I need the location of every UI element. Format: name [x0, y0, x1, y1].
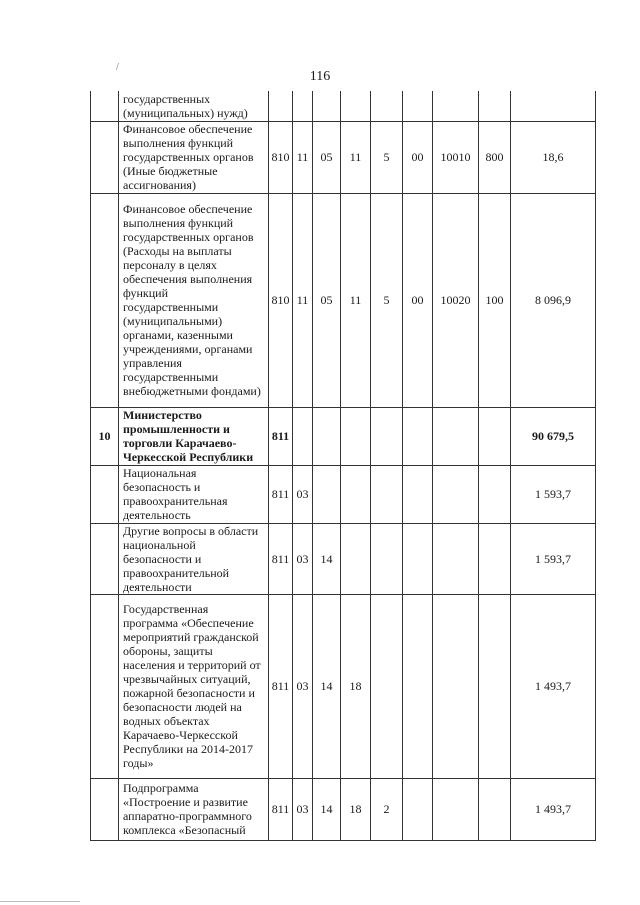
cell-c8 — [479, 523, 511, 594]
cell-c3 — [313, 407, 341, 465]
cell-amount: 1 493,7 — [511, 778, 596, 840]
cell-c7: 10020 — [433, 193, 479, 407]
cell-c4: 18 — [341, 594, 371, 778]
cell-c4 — [341, 91, 371, 121]
cell-num: 10 — [91, 407, 119, 465]
cell-c1: 811 — [269, 465, 293, 523]
cell-c7 — [433, 465, 479, 523]
cell-num — [91, 594, 119, 778]
cell-c7 — [433, 91, 479, 121]
cell-c5 — [371, 594, 403, 778]
cell-c5: 2 — [371, 778, 403, 840]
cell-c6 — [403, 523, 433, 594]
cell-name: Другие вопросы в области национальной безопасности и правоохранительной деятельности — [119, 523, 269, 594]
cell-c2: 03 — [293, 523, 313, 594]
scan-edge-line — [0, 901, 80, 902]
cell-amount — [511, 91, 596, 121]
cell-c7 — [433, 407, 479, 465]
cell-c6: 00 — [403, 193, 433, 407]
cell-name: Национальная безопасность и правоохранительная деятельность — [119, 465, 269, 523]
cell-c5 — [371, 91, 403, 121]
cell-c8 — [479, 407, 511, 465]
cell-c1: 811 — [269, 523, 293, 594]
cell-name: Государственная программа «Обеспечение мероприятий гражданской обороны, защиты населения и территорий от чрезвычайных ситуаций, пожарной безопасности и безопасности людей на водных объектах Карачаево-Черкесской Республики на 2014-2017 годы» — [119, 594, 269, 778]
cell-amount: 1 593,7 — [511, 465, 596, 523]
table-row — [91, 594, 596, 778]
cell-c8: 800 — [479, 121, 511, 193]
cell-num — [91, 91, 119, 121]
cell-num — [91, 193, 119, 407]
budget-table — [90, 91, 596, 841]
cell-c7: 10010 — [433, 121, 479, 193]
cell-c3: 14 — [313, 523, 341, 594]
cell-c3: 14 — [313, 594, 341, 778]
cell-c6: 00 — [403, 121, 433, 193]
cell-num — [91, 465, 119, 523]
cell-name: Министерство промышленности и торговли Карачаево-Черкесской Республики — [119, 407, 269, 465]
cell-name: Финансовое обеспечение выполнения функций государственных органов (Расходы на выплаты персоналу в целях обеспечения выполнения функций государственными (муниципальными) органами, казенными учреждениями, органами управления государственными внебюджетными фондами) — [119, 193, 269, 407]
cell-c6 — [403, 407, 433, 465]
table-row — [91, 193, 596, 407]
cell-c8 — [479, 91, 511, 121]
cell-c4 — [341, 465, 371, 523]
cell-amount: 1 593,7 — [511, 523, 596, 594]
table-row — [91, 465, 596, 523]
cell-c4 — [341, 407, 371, 465]
cell-c4 — [341, 523, 371, 594]
table-row — [91, 778, 596, 840]
corner-mark: / — [116, 62, 119, 73]
cell-c7 — [433, 778, 479, 840]
cell-c6 — [403, 91, 433, 121]
table-row — [91, 523, 596, 594]
cell-c8 — [479, 594, 511, 778]
cell-num — [91, 121, 119, 193]
cell-c5: 5 — [371, 121, 403, 193]
cell-amount: 90 679,5 — [511, 407, 596, 465]
cell-c2 — [293, 91, 313, 121]
page-number: 116 — [309, 69, 331, 84]
cell-c8: 100 — [479, 193, 511, 407]
cell-num — [91, 778, 119, 840]
cell-name: Финансовое обеспечение выполнения функций государственных органов (Иные бюджетные ассигнования) — [119, 121, 269, 193]
cell-c3: 05 — [313, 121, 341, 193]
cell-c6 — [403, 778, 433, 840]
cell-c8 — [479, 778, 511, 840]
table-row — [91, 121, 596, 193]
cell-c7 — [433, 523, 479, 594]
cell-c3 — [313, 91, 341, 121]
table-row — [91, 91, 596, 121]
cell-c2: 11 — [293, 121, 313, 193]
cell-c5 — [371, 523, 403, 594]
cell-c3: 05 — [313, 193, 341, 407]
cell-c1: 811 — [269, 407, 293, 465]
cell-c3: 14 — [313, 778, 341, 840]
cell-c2: 03 — [293, 594, 313, 778]
cell-amount: 1 493,7 — [511, 594, 596, 778]
cell-c4: 11 — [341, 193, 371, 407]
cell-c5 — [371, 465, 403, 523]
cell-c4: 11 — [341, 121, 371, 193]
cell-c1: 810 — [269, 193, 293, 407]
cell-c1: 810 — [269, 121, 293, 193]
cell-c6 — [403, 465, 433, 523]
cell-c2: 11 — [293, 193, 313, 407]
table-row — [91, 407, 596, 465]
cell-name: государственных (муниципальных) нужд) — [119, 91, 269, 121]
cell-amount: 8 096,9 — [511, 193, 596, 407]
cell-amount: 18,6 — [511, 121, 596, 193]
cell-c5: 5 — [371, 193, 403, 407]
cell-num — [91, 523, 119, 594]
cell-c4: 18 — [341, 778, 371, 840]
cell-c1 — [269, 91, 293, 121]
cell-c7 — [433, 594, 479, 778]
cell-c6 — [403, 594, 433, 778]
cell-name: Подпрограмма «Построение и развитие аппаратно-программного комплекса «Безопасный — [119, 778, 269, 840]
cell-c8 — [479, 465, 511, 523]
cell-c3 — [313, 465, 341, 523]
cell-c1: 811 — [269, 594, 293, 778]
cell-c2: 03 — [293, 778, 313, 840]
cell-c2 — [293, 407, 313, 465]
cell-c2: 03 — [293, 465, 313, 523]
cell-c5 — [371, 407, 403, 465]
cell-c1: 811 — [269, 778, 293, 840]
